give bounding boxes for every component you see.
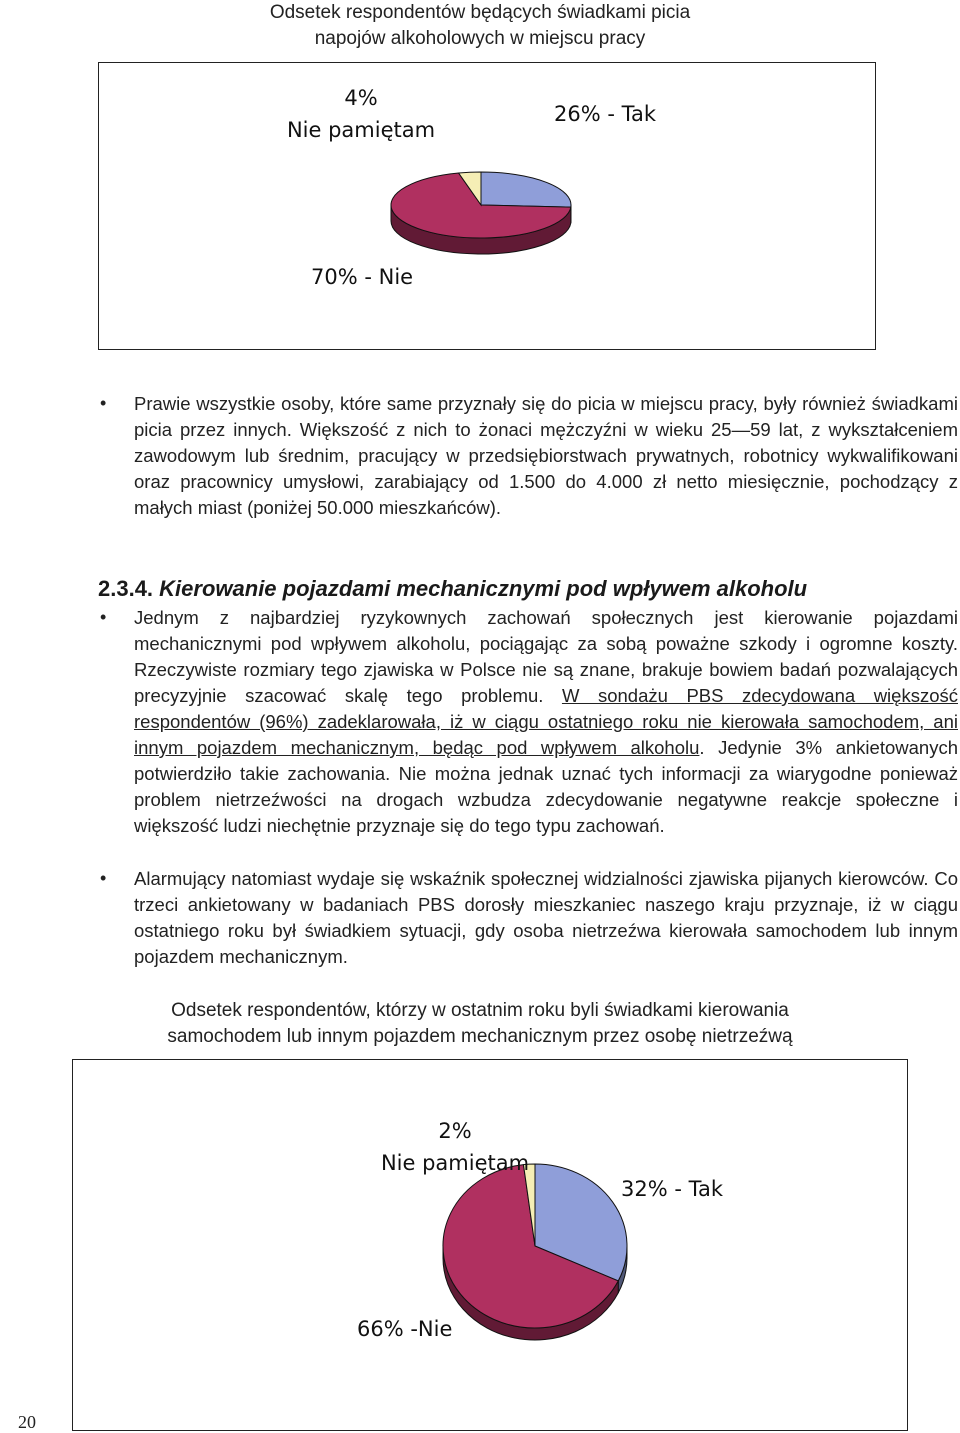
chart2-label-np-pct: 2%: [438, 1119, 472, 1143]
section-heading: [98, 576, 807, 602]
paragraph-1: Prawie wszystkie osoby, które same przyznały się do picia w miejscu pracy, były również świadkami picia przez innych. Większość z nich to żonaci mężczyźni w wieku 25—59 lat, z wykształceniem zawodowym lub średnim, pracujący w przedsiębiorstwach prywatnych, robotnicy wykwalifikowani oraz pracownicy umysłowi, zarabiający od 1.500 do 4.000 zł netto miesięcznie, pochodzący z małych miast (poniżej 50.000 mieszkańców).: [134, 393, 958, 518]
paragraph-3: Alarmujący natomiast wydaje się wskaźnik społecznej widzialności zjawiska pijanych kierowców. Co trzeci ankietowany w badaniach PBS dorosły mieszkaniec naszego kraju przyznaje, iż w ciągu ostatniego roku był świadkiem sytuacji, gdy osoba nietrzeźwa kierowała samochodem lub innym pojazdem mechanicznym.: [134, 868, 958, 967]
chart1-pie: [99, 63, 875, 349]
section-title: Kierowanie pojazdami mechanicznymi pod wpływem alkoholu: [159, 576, 808, 601]
paragraph-2-underlined: W sondażu PBS zdecydowana większość respondentów (96%) zadeklarowała, iż w ciągu ostatniego roku nie kierowała samochodem, ani innym pojazdem mechanicznym, będąc pod wpływem alkoholu: [134, 685, 958, 758]
bullet-1: •: [100, 393, 107, 413]
paragraph-2-part1: Jednym z najbardziej ryzykownych zachowań społecznych jest kierowanie pojazdami mechanicznymi pod wpływem alkoholu, pociągając za sobą poważne szkody i ogromne koszty. Rzeczywiste rozmiary tego zjawiska w Polsce nie są znane, brakuje bowiem badań pozwalających precyzyjnie szacować skalę tego problemu.: [134, 607, 958, 706]
chart1-label-np-pct: 4%: [344, 86, 378, 110]
chart1-caption-line1: Odsetek respondentów będących świadkami picia: [269, 2, 691, 23]
paragraph-2-part2: . Jedynie 3% ankietowanych potwierdziło takie zachowania. Nie można jednak uznać tych informacji za wiarygodne ponieważ problem nietrzeźwości na drogach wzbudza zdecydowanie negatywne reakcje społeczne i większość ludzi niechętnie przyznaje się do tego typu zachowań.: [134, 737, 958, 836]
bullet-2: •: [100, 607, 107, 627]
chart1-label-np: Nie pamiętam: [286, 118, 436, 142]
chart1-caption-line2: napojów alkoholowych w miejscu pracy: [314, 28, 646, 49]
page-number: 20: [18, 1412, 36, 1432]
chart1-label-nie: 70% - Nie: [311, 265, 414, 289]
section-number: 2.3.4.: [98, 576, 154, 601]
bullet-3: •: [100, 868, 107, 888]
chart1-caption: [0, 0, 960, 52]
chart2-caption-line2: samochodem lub innym pojazdem mechanicznym przez osobę nietrzeźwą: [167, 1026, 793, 1047]
chart2-caption-line1: Odsetek respondentów, którzy w ostatnim roku byli świadkami kierowania: [171, 1000, 789, 1021]
chart1-frame: [98, 62, 876, 350]
chart1-slice-tak: [481, 172, 571, 207]
chart1-label-tak: 26% - Tak: [554, 102, 656, 126]
chart2-caption: [0, 998, 960, 1050]
chart2-label-np: Nie pamiętam: [380, 1151, 530, 1175]
chart2-pie: [73, 1060, 907, 1430]
chart2-label-nie: 66% -Nie: [357, 1317, 453, 1341]
chart2-label-tak: 32% - Tak: [621, 1177, 723, 1201]
paragraph-2: [134, 605, 958, 839]
chart2-frame: [72, 1059, 908, 1431]
